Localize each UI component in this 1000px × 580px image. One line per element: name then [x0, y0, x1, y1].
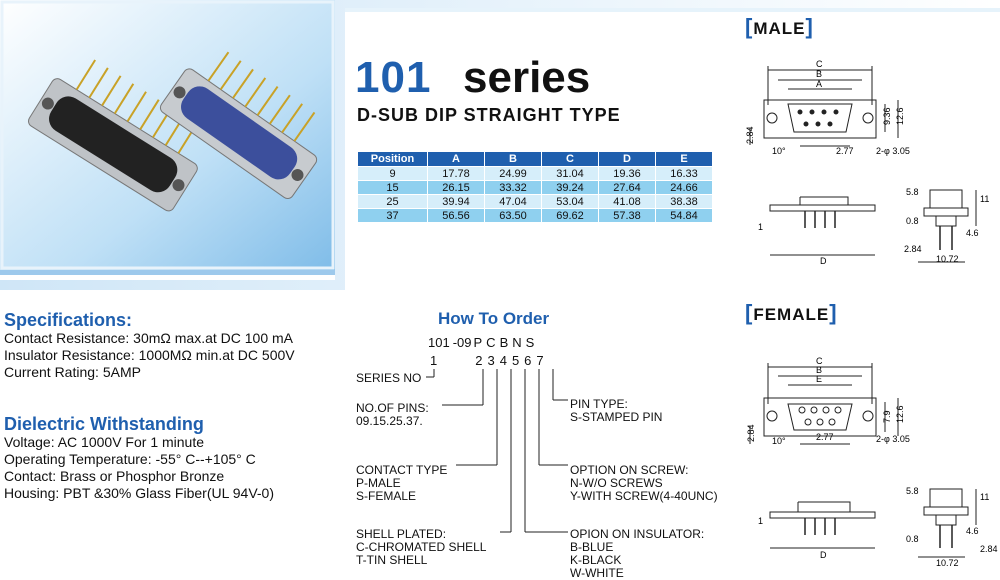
- option-title: SHELL PLATED:: [356, 527, 447, 541]
- table-cell: 24.99: [485, 167, 542, 181]
- series-number: 101: [355, 53, 432, 102]
- table-cell: 38.38: [656, 195, 713, 209]
- female-heading: [FEMALE]: [745, 300, 838, 325]
- option-value: T-TIN SHELL: [356, 553, 428, 567]
- table-cell: 25: [358, 195, 428, 209]
- table-cell: 63.50: [485, 209, 542, 223]
- spec-line: Operating Temperature: -55° C--+105° C: [4, 451, 256, 467]
- table-header-cell: D: [599, 152, 656, 167]
- option-title: PIN TYPE:: [570, 397, 628, 411]
- position-number: 6: [524, 353, 532, 368]
- spec-line: Current Rating: 5AMP: [4, 364, 141, 380]
- table-header-cell: B: [485, 152, 542, 167]
- specifications-title: Specifications:: [4, 310, 133, 330]
- option-value: B-BLUE: [570, 540, 614, 554]
- dim-label-b: B: [816, 365, 823, 375]
- table-cell: 16.33: [656, 167, 713, 181]
- table-row: [358, 167, 713, 181]
- table-header-cell: A: [428, 152, 485, 167]
- position-number: 3: [487, 353, 495, 368]
- table-cell: 15: [358, 181, 428, 195]
- table-cell: 31.04: [542, 167, 599, 181]
- dim-label-e: E: [816, 374, 823, 384]
- dim-label-one: 1: [758, 516, 764, 526]
- table-cell: 54.84: [656, 209, 713, 223]
- table-row: [358, 195, 713, 209]
- contact-option: [356, 464, 447, 503]
- table-cell: 56.56: [428, 209, 485, 223]
- table-cell: 69.62: [542, 209, 599, 223]
- dim-label-angle: 10°: [772, 436, 786, 446]
- position-number: 4: [499, 353, 507, 368]
- table-cell: 39.94: [428, 195, 485, 209]
- option-title: CONTACT TYPE: [356, 463, 448, 477]
- dim-label-side2: 11: [980, 194, 990, 204]
- code-part: N: [512, 335, 522, 350]
- table-cell: 53.04: [542, 195, 599, 209]
- option-value: P-MALE: [356, 476, 401, 490]
- female-label: FEMALE: [753, 305, 830, 324]
- dim-label-side4: 4.6: [966, 526, 979, 536]
- dimension-table: [357, 151, 713, 223]
- dim-label-h2: 12.6: [895, 405, 905, 423]
- table-header-row: [358, 152, 713, 167]
- pins-option: [356, 402, 429, 428]
- product-photo: [0, 0, 335, 270]
- code-part: -09: [452, 335, 472, 350]
- dim-label-angle: 10°: [772, 146, 786, 156]
- table-cell: 57.38: [599, 209, 656, 223]
- table-cell: 19.36: [599, 167, 656, 181]
- position-number: 5: [511, 353, 520, 368]
- option-title: NO.OF PINS:: [356, 401, 429, 415]
- table-header-cell: Position: [358, 152, 428, 167]
- dim-label-c: C: [816, 59, 823, 69]
- order-code: [428, 336, 534, 349]
- code-part: S: [525, 335, 535, 350]
- dim-label-side3: 0.8: [906, 534, 919, 544]
- dim-label-h1: 7.9: [882, 410, 892, 423]
- option-value: 09.15.25.37.: [356, 414, 423, 428]
- table-cell: 33.32: [485, 181, 542, 195]
- dim-label-h2: 12.6: [895, 107, 905, 125]
- spec-line: Housing: PBT &30% Glass Fiber(UL 94V-0): [4, 485, 275, 501]
- dim-label-side1: 5.8: [906, 486, 919, 496]
- dielectric-title: Dielectric Withstanding: [4, 414, 204, 434]
- dielectric-list: [4, 434, 274, 502]
- code-part: 101: [428, 335, 450, 350]
- dim-label-side3: 0.8: [906, 216, 919, 226]
- table-cell: 47.04: [485, 195, 542, 209]
- code-part: C: [486, 335, 496, 350]
- series-no-label: SERIES NO: [356, 371, 422, 385]
- specifications-list: [4, 330, 295, 381]
- male-label: MALE: [753, 19, 806, 38]
- dim-label-side5: 2.84: [904, 244, 922, 254]
- dim-label-side6: 10.72: [936, 558, 959, 568]
- option-title: OPTION ON SCREW:: [570, 463, 689, 477]
- spec-line: Contact: Brass or Phosphor Bronze: [4, 468, 225, 484]
- table-row: [358, 209, 713, 223]
- screw-option: [570, 464, 718, 503]
- dim-label-hole: 2-φ 3.05: [876, 146, 910, 156]
- dim-label-a: A: [816, 79, 823, 89]
- table-cell: 24.66: [656, 181, 713, 195]
- dim-label-side1: 5.8: [906, 187, 919, 197]
- insulator-option: [570, 528, 704, 580]
- dim-label-b: B: [816, 69, 823, 79]
- code-part: P: [473, 335, 483, 350]
- table-header-cell: E: [656, 152, 713, 167]
- spec-line: Voltage: AC 1000V For 1 minute: [4, 434, 205, 450]
- how-to-order-title: How To Order: [438, 309, 550, 328]
- dim-label-pitch: 2.77: [816, 432, 834, 442]
- dim-label-hole: 2-φ 3.05: [876, 434, 910, 444]
- dim-label-side4: 4.6: [966, 228, 979, 238]
- shell-option: [356, 528, 486, 567]
- table-cell: 9: [358, 167, 428, 181]
- code-part: B: [499, 335, 509, 350]
- spec-line: Insulator Resistance: 1000MΩ min.at DC 500V: [4, 347, 295, 363]
- dim-label-d: D: [820, 256, 827, 266]
- dim-label-left: 2.84: [745, 126, 755, 144]
- dim-label-side6: 10.72: [936, 254, 959, 264]
- position-number: 2: [475, 353, 483, 368]
- option-value: C-CHROMATED SHELL: [356, 540, 487, 554]
- pin-type-option: [570, 398, 662, 424]
- dim-label-left: 2.84: [746, 424, 756, 442]
- option-value: W-WHITE: [570, 566, 624, 580]
- table-cell: 26.15: [428, 181, 485, 195]
- dim-label-one: 1: [758, 222, 764, 232]
- option-value: Y-WITH SCREW(4-40UNC): [570, 489, 718, 503]
- product-subtitle: D-SUB DIP STRAIGHT TYPE: [357, 105, 621, 125]
- spec-line: Contact Resistance: 30mΩ max.at DC 100 mA: [4, 330, 294, 346]
- option-value: K-BLACK: [570, 553, 622, 567]
- table-cell: 39.24: [542, 181, 599, 195]
- dim-label-side5: 2.84: [980, 544, 998, 554]
- option-title: OPION ON INSULATOR:: [570, 527, 705, 541]
- table-cell: 37: [358, 209, 428, 223]
- table-row: [358, 181, 713, 195]
- option-value: N-W/O SCREWS: [570, 476, 663, 490]
- table-header-cell: C: [542, 152, 599, 167]
- female-dimension-drawing: [740, 352, 998, 574]
- table-cell: 27.64: [599, 181, 656, 195]
- dim-label-side2: 11: [980, 492, 990, 502]
- male-heading: [MALE]: [745, 14, 814, 39]
- position-number: 7: [536, 353, 544, 368]
- option-value: S-STAMPED PIN: [570, 410, 663, 424]
- dim-label-pitch: 2.77: [836, 146, 854, 156]
- series-word: series: [463, 53, 591, 102]
- dim-label-d: D: [820, 550, 827, 560]
- option-value: S-FEMALE: [356, 489, 417, 503]
- table-cell: 17.78: [428, 167, 485, 181]
- male-dimension-drawing: [740, 50, 995, 275]
- dim-label-c: C: [816, 356, 823, 366]
- dim-label-h1: 9.36: [882, 107, 892, 125]
- position-number: 1: [430, 353, 438, 368]
- table-cell: 41.08: [599, 195, 656, 209]
